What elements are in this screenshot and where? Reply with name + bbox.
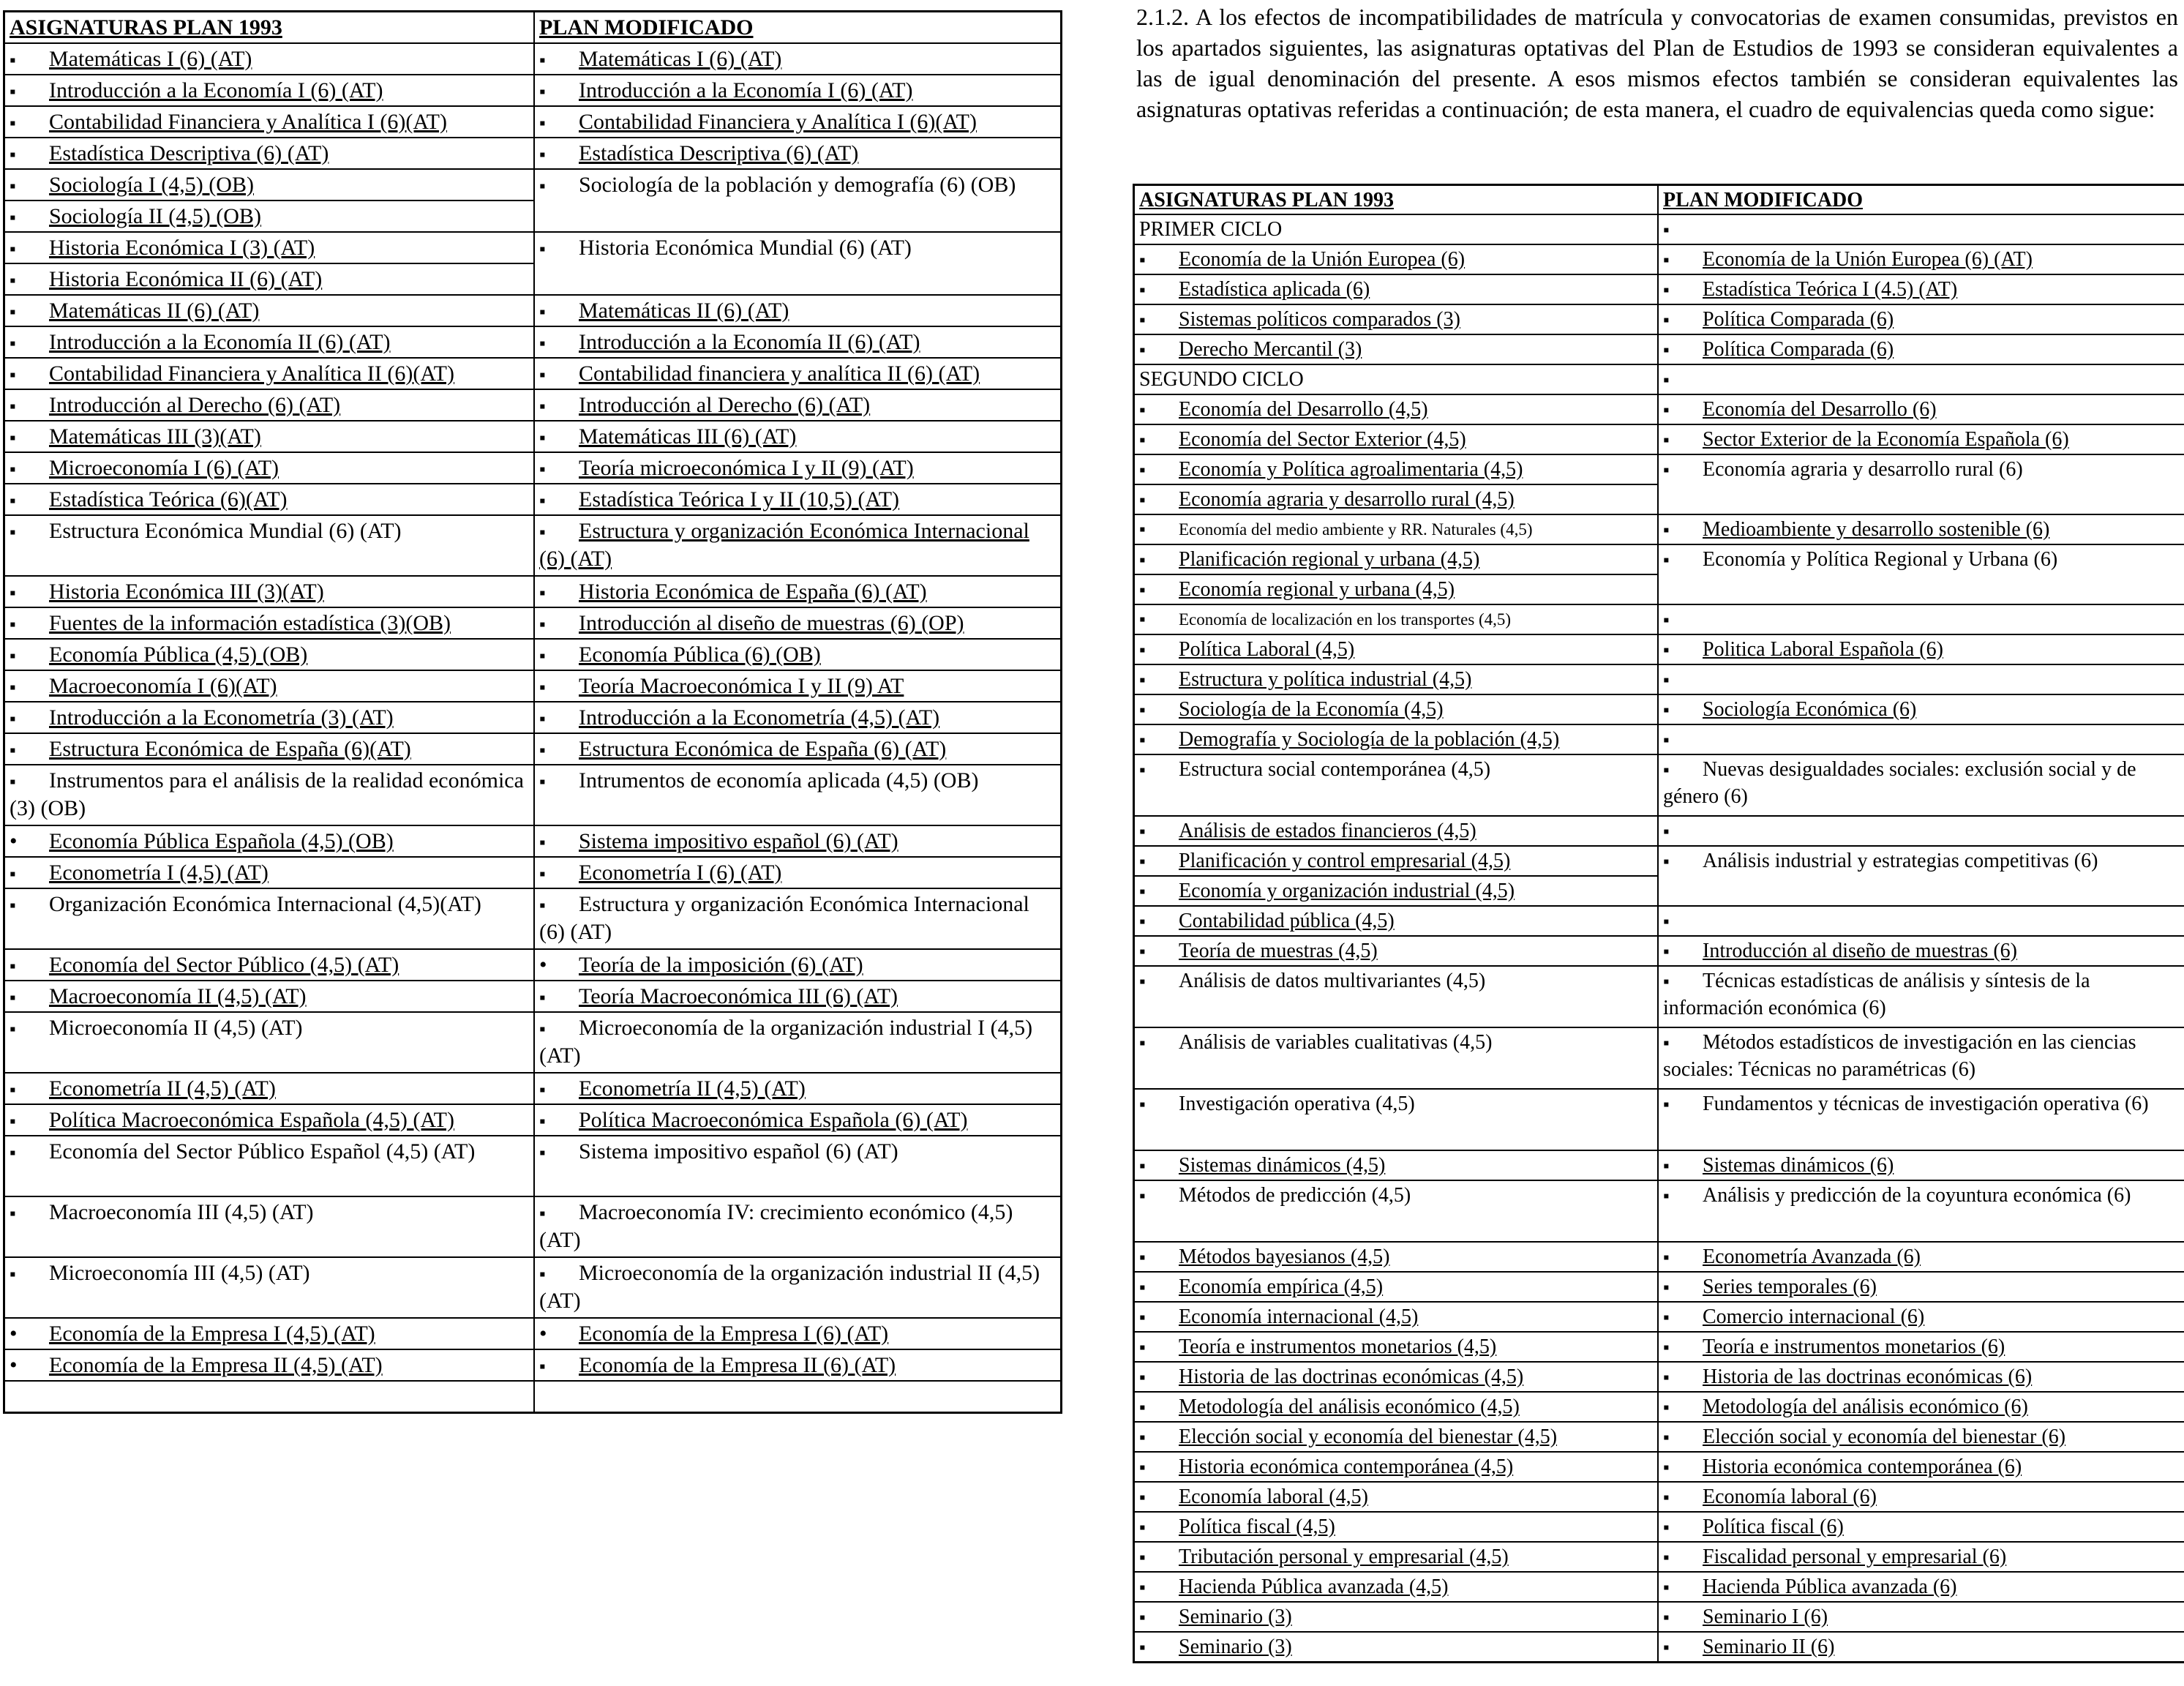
- old-subject: ▪ Estadística Descriptiva (6) (AT): [4, 138, 535, 169]
- new-subject: ▪ Técnicas estadísticas de análisis y síntesis de la información económica (6): [1658, 966, 2184, 1027]
- table-header: [1134, 185, 2184, 215]
- new-subject: ▪ Métodos estadísticos de investigación en las ciencias sociales: Técnicas no paramétricas (6): [1658, 1027, 2184, 1089]
- table-row: [4, 295, 1062, 326]
- table-row: [1134, 634, 2184, 664]
- table-row: [4, 825, 1062, 857]
- new-subject: ▪ Seminario II (6): [1658, 1632, 2184, 1663]
- old-subject: ▪ Teoría de muestras (4,5): [1134, 936, 1659, 966]
- old-subject: ▪ Elección social y economía del bienestar (4,5): [1134, 1422, 1659, 1452]
- old-subject: ▪ Estructura Económica de España (6)(AT): [4, 733, 535, 765]
- empty-cell: [1658, 214, 2184, 244]
- new-subject: ▪ Contabilidad Financiera y Analítica I (6)(AT): [534, 106, 1062, 138]
- new-subject: ▪ Política Macroeconómica Española (6) (AT): [534, 1104, 1062, 1136]
- header-plan-modificado: PLAN MODIFICADO: [1658, 185, 2184, 215]
- table-row: [1134, 1027, 2184, 1089]
- table-row: [4, 138, 1062, 169]
- old-subject: ▪ Fuentes de la información estadística (3)(OB): [4, 607, 535, 639]
- table-row: [4, 607, 1062, 639]
- new-subject: ▪ Estadística Teórica I y II (10,5) (AT): [534, 484, 1062, 515]
- old-subject: ▪ Economía del Sector Público (4,5) (AT): [4, 949, 535, 981]
- table-row: [4, 765, 1062, 825]
- new-subject: ▪ Metodología del análisis económico (6): [1658, 1392, 2184, 1422]
- new-subject: ▪ Fiscalidad personal y empresarial (6): [1658, 1542, 2184, 1572]
- old-subject: ▪ Estructura social contemporánea (4,5): [1134, 754, 1659, 816]
- new-subject: ▪ Economía Pública (6) (OB): [534, 639, 1062, 670]
- table-row: [1134, 1392, 2184, 1422]
- table-row: [1134, 244, 2184, 274]
- new-subject: • Economía de la Empresa I (6) (AT): [534, 1318, 1062, 1349]
- new-subject: ▪ Microeconomía de la organización industrial II (4,5) (AT): [534, 1257, 1062, 1318]
- new-subject: ▪ Economía del Desarrollo (6): [1658, 394, 2184, 424]
- new-subject: ▪ Estadística Teórica I (4.5) (AT): [1658, 274, 2184, 304]
- empty-cell: [4, 1381, 535, 1413]
- old-subject: ▪ Economía y organización industrial (4,5): [1134, 876, 1659, 906]
- old-subject: ▪ Economía de la Unión Europea (6): [1134, 244, 1659, 274]
- new-subject: ▪ Teoría e instrumentos monetarios (6): [1658, 1332, 2184, 1362]
- old-subject: ▪ Introducción al Derecho (6) (AT): [4, 389, 535, 421]
- old-subject: ▪ Planificación y control empresarial (4,5): [1134, 846, 1659, 876]
- empty-cell: [1658, 724, 2184, 754]
- table-row: [1134, 1482, 2184, 1512]
- table-row: [4, 421, 1062, 452]
- old-subject: ▪ Contabilidad Financiera y Analítica I (6)(AT): [4, 106, 535, 138]
- table-row: [4, 576, 1062, 607]
- old-subject: ▪ Economía del Desarrollo (4,5): [1134, 394, 1659, 424]
- table-row: [1134, 966, 2184, 1027]
- old-subject: ▪ Sistemas políticos comparados (3): [1134, 304, 1659, 334]
- new-subject: ▪ Economía de la Empresa II (6) (AT): [534, 1349, 1062, 1381]
- table-row: [1134, 1089, 2184, 1150]
- empty-cell: [1658, 664, 2184, 694]
- empty-cell: [1658, 604, 2184, 634]
- table-row: [4, 888, 1062, 949]
- table-row: [1134, 1452, 2184, 1482]
- new-subject: ▪ Microeconomía de la organización industrial I (4,5) (AT): [534, 1012, 1062, 1073]
- new-subject: ▪ Introducción a la Economía I (6) (AT): [534, 75, 1062, 106]
- old-subject: ▪ Introducción a la Econometría (3) (AT): [4, 702, 535, 733]
- new-subject: ▪ Economía laboral (6): [1658, 1482, 2184, 1512]
- table-row: [1134, 1362, 2184, 1392]
- table-row: [4, 670, 1062, 702]
- table-row: [4, 857, 1062, 888]
- table-row: [4, 981, 1062, 1012]
- table-row: [4, 452, 1062, 484]
- section-primer-ciclo: PRIMER CICLO: [1134, 214, 1659, 244]
- old-subject: ▪ Sociología de la Economía (4,5): [1134, 694, 1659, 724]
- table-row: [1134, 754, 2184, 816]
- empty-cell: [1658, 906, 2184, 936]
- table-row: [1134, 1512, 2184, 1542]
- new-subject: ▪ Historia Económica Mundial (6) (AT): [534, 232, 1062, 295]
- section-row: [1134, 364, 2184, 394]
- new-subject: ▪ Sector Exterior de la Economía Española (6): [1658, 424, 2184, 454]
- new-subject: ▪ Introducción al diseño de muestras (6) (OP): [534, 607, 1062, 639]
- table-row: [4, 169, 1062, 201]
- old-subject: ▪ Microeconomía I (6) (AT): [4, 452, 535, 484]
- old-subject: ▪ Economía del medio ambiente y RR. Naturales (4,5): [1134, 514, 1659, 544]
- table-row: [1134, 1302, 2184, 1332]
- old-subject: ▪ Metodología del análisis económico (4,5): [1134, 1392, 1659, 1422]
- new-subject: ▪ Sistema impositivo español (6) (AT): [534, 825, 1062, 857]
- old-subject: ▪ Estadística aplicada (6): [1134, 274, 1659, 304]
- old-subject: ▪ Microeconomía III (4,5) (AT): [4, 1257, 535, 1318]
- old-subject: ▪ Matemáticas II (6) (AT): [4, 295, 535, 326]
- old-subject: ▪ Historia Económica II (6) (AT): [4, 263, 535, 295]
- new-subject: ▪ Matemáticas II (6) (AT): [534, 295, 1062, 326]
- old-subject: ▪ Derecho Mercantil (3): [1134, 334, 1659, 364]
- new-subject: ▪ Econometría Avanzada (6): [1658, 1242, 2184, 1272]
- new-subject: ▪ Estructura y organización Económica Internacional (6) (AT): [534, 888, 1062, 949]
- new-subject: ▪ Elección social y economía del bienestar (6): [1658, 1422, 2184, 1452]
- old-subject: ▪ Historia Económica I (3) (AT): [4, 232, 535, 263]
- old-subject: ▪ Economía del Sector Exterior (4,5): [1134, 424, 1659, 454]
- old-subject: ▪ Historia de las doctrinas económicas (4,5): [1134, 1362, 1659, 1392]
- new-subject: ▪ Estadística Descriptiva (6) (AT): [534, 138, 1062, 169]
- new-subject: ▪ Matemáticas I (6) (AT): [534, 43, 1062, 75]
- old-subject: ▪ Tributación personal y empresarial (4,5): [1134, 1542, 1659, 1572]
- new-subject: ▪ Economía de la Unión Europea (6) (AT): [1658, 244, 2184, 274]
- table-row: [1134, 936, 2184, 966]
- new-subject: ▪ Historia económica contemporánea (6): [1658, 1452, 2184, 1482]
- new-subject: ▪ Historia Económica de España (6) (AT): [534, 576, 1062, 607]
- table-row: [1134, 1422, 2184, 1452]
- new-subject: ▪ Sistemas dinámicos (6): [1658, 1150, 2184, 1180]
- new-subject: ▪ Series temporales (6): [1658, 1272, 2184, 1302]
- new-subject: ▪ Sistema impositivo español (6) (AT): [534, 1136, 1062, 1196]
- old-subject: ▪ Introducción a la Economía I (6) (AT): [4, 75, 535, 106]
- new-subject: ▪ Fundamentos y técnicas de investigación operativa (6): [1658, 1089, 2184, 1150]
- table-row: [4, 639, 1062, 670]
- old-subject: ▪ Teoría e instrumentos monetarios (4,5): [1134, 1332, 1659, 1362]
- table-row: [4, 326, 1062, 358]
- table-row: [4, 1318, 1062, 1349]
- header-plan-1993: ASIGNATURAS PLAN 1993: [1134, 185, 1659, 215]
- new-subject: ▪ Politica Laboral Española (6): [1658, 634, 2184, 664]
- table-row-empty: [4, 1381, 1062, 1413]
- old-subject: ▪ Economía empírica (4,5): [1134, 1272, 1659, 1302]
- old-subject: ▪ Política fiscal (4,5): [1134, 1512, 1659, 1542]
- old-subject: ▪ Econometría II (4,5) (AT): [4, 1073, 535, 1104]
- old-subject: ▪ Hacienda Pública avanzada (4,5): [1134, 1572, 1659, 1602]
- section-segundo-ciclo: SEGUNDO CICLO: [1134, 364, 1659, 394]
- table-row: [1134, 1180, 2184, 1242]
- table-row: [4, 75, 1062, 106]
- table-row: [1134, 514, 2184, 544]
- new-subject: ▪ Teoría microeconómica I y II (9) (AT): [534, 452, 1062, 484]
- table-row: [1134, 334, 2184, 364]
- table-row: [1134, 816, 2184, 846]
- old-subject: ▪ Introducción a la Economía II (6) (AT): [4, 326, 535, 358]
- table-row: [1134, 1332, 2184, 1362]
- new-subject: ▪ Política Comparada (6): [1658, 334, 2184, 364]
- table-row: [1134, 846, 2184, 876]
- new-subject: ▪ Introducción al diseño de muestras (6): [1658, 936, 2184, 966]
- table-row: [1134, 1632, 2184, 1663]
- table-row: [1134, 304, 2184, 334]
- old-subject: ▪ Demografía y Sociología de la población (4,5): [1134, 724, 1659, 754]
- table-row: [1134, 544, 2184, 574]
- old-subject: ▪ Investigación operativa (4,5): [1134, 1089, 1659, 1150]
- table-row: [4, 389, 1062, 421]
- old-subject: • Economía de la Empresa I (4,5) (AT): [4, 1318, 535, 1349]
- old-subject: ▪ Macroeconomía I (6)(AT): [4, 670, 535, 702]
- table-row: [4, 232, 1062, 263]
- empty-cell: [1658, 816, 2184, 846]
- header-plan-1993: ASIGNATURAS PLAN 1993: [4, 12, 535, 44]
- new-subject: ▪ Análisis industrial y estrategias competitivas (6): [1658, 846, 2184, 906]
- new-subject: ▪ Sociología Económica (6): [1658, 694, 2184, 724]
- table-row: [1134, 454, 2184, 484]
- old-subject: ▪ Instrumentos para el análisis de la realidad económica (3) (OB): [4, 765, 535, 825]
- equivalence-table-core: [3, 10, 1062, 1414]
- old-subject: ▪ Economía internacional (4,5): [1134, 1302, 1659, 1332]
- table-row: [4, 1257, 1062, 1318]
- table-row: [4, 733, 1062, 765]
- new-subject: ▪ Introducción a la Econometría (4,5) (AT): [534, 702, 1062, 733]
- equivalence-table-optional: [1133, 184, 2184, 1663]
- new-subject: ▪ Contabilidad financiera y analítica II (6) (AT): [534, 358, 1062, 389]
- new-subject: ▪ Estructura Económica de España (6) (AT): [534, 733, 1062, 765]
- new-subject: • Teoría de la imposición (6) (AT): [534, 949, 1062, 981]
- new-subject: ▪ Historia de las doctrinas económicas (6): [1658, 1362, 2184, 1392]
- table-row: [1134, 724, 2184, 754]
- old-subject: ▪ Historia económica contemporánea (4,5): [1134, 1452, 1659, 1482]
- table-row: [4, 702, 1062, 733]
- old-subject: ▪ Sociología I (4,5) (OB): [4, 169, 535, 201]
- old-subject: ▪ Estructura y política industrial (4,5): [1134, 664, 1659, 694]
- new-subject: ▪ Introducción a la Economía II (6) (AT): [534, 326, 1062, 358]
- table-row: [1134, 1572, 2184, 1602]
- old-subject: ▪ Econometría I (4,5) (AT): [4, 857, 535, 888]
- table-row: [1134, 1542, 2184, 1572]
- table-row: [4, 484, 1062, 515]
- table-row: [4, 1073, 1062, 1104]
- new-subject: ▪ Matemáticas III (6) (AT): [534, 421, 1062, 452]
- old-subject: ▪ Seminario (3): [1134, 1602, 1659, 1632]
- old-subject: ▪ Métodos de predicción (4,5): [1134, 1180, 1659, 1242]
- old-subject: ▪ Economía y Política agroalimentaria (4,5): [1134, 454, 1659, 484]
- old-subject: ▪ Economía agraria y desarrollo rural (4,5): [1134, 484, 1659, 514]
- old-subject: ▪ Seminario (3): [1134, 1632, 1659, 1663]
- table-row: [1134, 1242, 2184, 1272]
- old-subject: ▪ Planificación regional y urbana (4,5): [1134, 544, 1659, 574]
- old-subject: ▪ Política Macroeconómica Española (4,5) (AT): [4, 1104, 535, 1136]
- intro-paragraph: 2.1.2. A los efectos de incompatibilidades de matrícula y convocatorias de examen consumidas, previstos en los apartados siguientes, las asignaturas optativas del Plan de Estudios de 1993 se consideran equivalentes a las de igual denominación del presente. A esos mismos efectos también se consideran equivalentes las asignaturas optativas referidas a continuación; de esta manera, el cuadro de equivalencias queda como sigue:: [1136, 4, 2178, 122]
- table-row: [4, 949, 1062, 981]
- table-row: [1134, 694, 2184, 724]
- old-subject: ▪ Contabilidad Financiera y Analítica II (6)(AT): [4, 358, 535, 389]
- new-subject: ▪ Hacienda Pública avanzada (6): [1658, 1572, 2184, 1602]
- new-subject: ▪ Estructura y organización Económica Internacional (6) (AT): [534, 515, 1062, 576]
- table-row: [1134, 274, 2184, 304]
- table-row: [1134, 424, 2184, 454]
- old-subject: ▪ Análisis de estados financieros (4,5): [1134, 816, 1659, 846]
- old-subject: ▪ Macroeconomía II (4,5) (AT): [4, 981, 535, 1012]
- new-subject: ▪ Economía y Política Regional y Urbana (6): [1658, 544, 2184, 604]
- old-subject: ▪ Historia Económica III (3)(AT): [4, 576, 535, 607]
- old-subject: ▪ Economía de localización en los transportes (4,5): [1134, 604, 1659, 634]
- table-row: [4, 358, 1062, 389]
- new-subject: ▪ Política Comparada (6): [1658, 304, 2184, 334]
- old-subject: ▪ Economía regional y urbana (4,5): [1134, 574, 1659, 604]
- new-subject: ▪ Economía agraria y desarrollo rural (6): [1658, 454, 2184, 514]
- new-subject: ▪ Introducción al Derecho (6) (AT): [534, 389, 1062, 421]
- table-row: [1134, 1272, 2184, 1302]
- old-subject: • Economía Pública Española (4,5) (OB): [4, 825, 535, 857]
- table-row: [1134, 1602, 2184, 1632]
- table-row: [4, 1196, 1062, 1257]
- old-subject: ▪ Matemáticas I (6) (AT): [4, 43, 535, 75]
- old-subject: ▪ Política Laboral (4,5): [1134, 634, 1659, 664]
- table-row: [1134, 394, 2184, 424]
- empty-cell: [534, 1381, 1062, 1413]
- new-subject: ▪ Macroeconomía IV: crecimiento económico (4,5) (AT): [534, 1196, 1062, 1257]
- table-row: [4, 1012, 1062, 1073]
- new-subject: ▪ Teoría Macroeconómica I y II (9) AT: [534, 670, 1062, 702]
- old-subject: ▪ Economía laboral (4,5): [1134, 1482, 1659, 1512]
- old-subject: ▪ Macroeconomía III (4,5) (AT): [4, 1196, 535, 1257]
- table-row: [4, 1104, 1062, 1136]
- new-subject: ▪ Política fiscal (6): [1658, 1512, 2184, 1542]
- old-subject: ▪ Estructura Económica Mundial (6) (AT): [4, 515, 535, 576]
- old-subject: ▪ Contabilidad pública (4,5): [1134, 906, 1659, 936]
- new-subject: ▪ Sociología de la población y demografía (6) (OB): [534, 169, 1062, 232]
- old-subject: ▪ Sociología II (4,5) (OB): [4, 201, 535, 232]
- table-row: [4, 1136, 1062, 1196]
- old-subject: ▪ Microeconomía II (4,5) (AT): [4, 1012, 535, 1073]
- old-subject: ▪ Análisis de datos multivariantes (4,5): [1134, 966, 1659, 1027]
- old-subject: ▪ Sistemas dinámicos (4,5): [1134, 1150, 1659, 1180]
- new-subject: ▪ Teoría Macroeconómica III (6) (AT): [534, 981, 1062, 1012]
- table-row: [4, 43, 1062, 75]
- new-subject: ▪ Econometría I (6) (AT): [534, 857, 1062, 888]
- table-row: [1134, 1150, 2184, 1180]
- old-subject: ▪ Economía del Sector Público Español (4,5) (AT): [4, 1136, 535, 1196]
- table-row: [1134, 604, 2184, 634]
- old-subject: ▪ Economía Pública (4,5) (OB): [4, 639, 535, 670]
- new-subject: ▪ Nuevas desigualdades sociales: exclusión social y de género (6): [1658, 754, 2184, 816]
- old-subject: ▪ Métodos bayesianos (4,5): [1134, 1242, 1659, 1272]
- empty-cell: [1658, 364, 2184, 394]
- table-row: [1134, 664, 2184, 694]
- table-row: [4, 515, 1062, 576]
- new-subject: ▪ Análisis y predicción de la coyuntura económica (6): [1658, 1180, 2184, 1242]
- old-subject: ▪ Matemáticas III (3)(AT): [4, 421, 535, 452]
- new-subject: ▪ Comercio internacional (6): [1658, 1302, 2184, 1332]
- old-subject: • Economía de la Empresa II (4,5) (AT): [4, 1349, 535, 1381]
- table-row: [1134, 906, 2184, 936]
- table-header: [4, 12, 1062, 44]
- header-plan-modificado: PLAN MODIFICADO: [534, 12, 1062, 44]
- new-subject: ▪ Intrumentos de economía aplicada (4,5) (OB): [534, 765, 1062, 825]
- old-subject: ▪ Análisis de variables cualitativas (4,5): [1134, 1027, 1659, 1089]
- new-subject: ▪ Medioambiente y desarrollo sostenible (6): [1658, 514, 2184, 544]
- old-subject: ▪ Estadística Teórica (6)(AT): [4, 484, 535, 515]
- section-row: [1134, 214, 2184, 244]
- old-subject: ▪ Organización Económica Internacional (4,5)(AT): [4, 888, 535, 949]
- new-subject: ▪ Econometría II (4,5) (AT): [534, 1073, 1062, 1104]
- table-row: [4, 1349, 1062, 1381]
- table-row: [4, 106, 1062, 138]
- new-subject: ▪ Seminario I (6): [1658, 1602, 2184, 1632]
